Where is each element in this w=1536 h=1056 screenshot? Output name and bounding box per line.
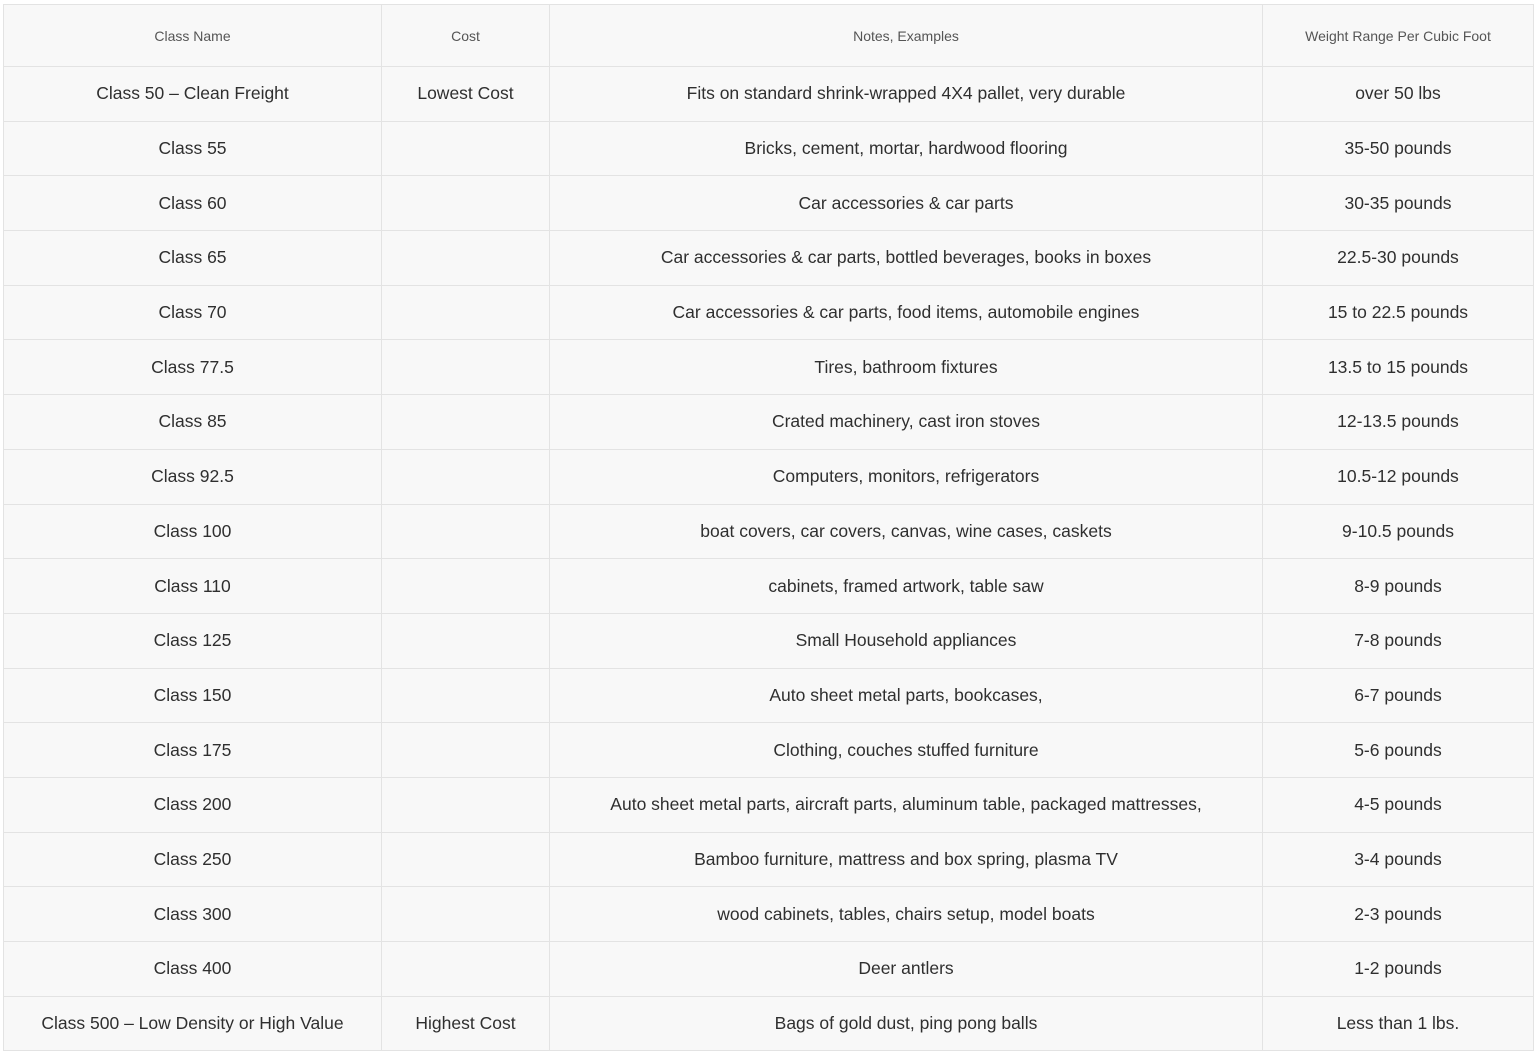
cell-cost <box>382 395 550 450</box>
cell-class-name: Class 55 <box>4 121 382 176</box>
cell-class-name: Class 100 <box>4 504 382 559</box>
table-row <box>4 996 1534 1051</box>
cell-weight-range: 12-13.5 pounds <box>1263 395 1534 450</box>
cell-weight-range: 9-10.5 pounds <box>1263 504 1534 559</box>
cell-weight-range: 35-50 pounds <box>1263 121 1534 176</box>
cell-class-name: Class 92.5 <box>4 449 382 504</box>
cell-notes-examples: Auto sheet metal parts, aircraft parts, aluminum table, packaged mattresses, <box>550 777 1263 832</box>
header-row <box>4 5 1534 67</box>
cell-class-name: Class 110 <box>4 559 382 614</box>
cell-cost <box>382 832 550 887</box>
cell-notes-examples: Tires, bathroom fixtures <box>550 340 1263 395</box>
table-row <box>4 340 1534 395</box>
cell-notes-examples: Bamboo furniture, mattress and box spring, plasma TV <box>550 832 1263 887</box>
cell-weight-range: 15 to 22.5 pounds <box>1263 285 1534 340</box>
cell-weight-range: 13.5 to 15 pounds <box>1263 340 1534 395</box>
cell-weight-range: 5-6 pounds <box>1263 723 1534 778</box>
cell-weight-range: 7-8 pounds <box>1263 613 1534 668</box>
cell-class-name: Class 250 <box>4 832 382 887</box>
cell-notes-examples: Bricks, cement, mortar, hardwood flooring <box>550 121 1263 176</box>
cell-weight-range: over 50 lbs <box>1263 67 1534 122</box>
cell-cost <box>382 668 550 723</box>
cell-class-name: Class 300 <box>4 887 382 942</box>
cell-class-name: Class 125 <box>4 613 382 668</box>
table-row <box>4 504 1534 559</box>
table-row <box>4 777 1534 832</box>
header-class-name: Class Name <box>4 5 382 67</box>
cell-cost <box>382 887 550 942</box>
cell-cost <box>382 723 550 778</box>
cell-cost <box>382 231 550 286</box>
cell-notes-examples: cabinets, framed artwork, table saw <box>550 559 1263 614</box>
cell-cost <box>382 449 550 504</box>
cell-class-name: Class 400 <box>4 942 382 997</box>
cell-class-name: Class 60 <box>4 176 382 231</box>
table-row <box>4 559 1534 614</box>
cell-class-name: Class 70 <box>4 285 382 340</box>
freight-class-table <box>3 4 1534 1051</box>
cell-notes-examples: Deer antlers <box>550 942 1263 997</box>
table-row <box>4 395 1534 450</box>
cell-weight-range: 30-35 pounds <box>1263 176 1534 231</box>
cell-weight-range: 2-3 pounds <box>1263 887 1534 942</box>
table-header <box>4 5 1534 67</box>
cell-weight-range: 6-7 pounds <box>1263 668 1534 723</box>
cell-cost <box>382 559 550 614</box>
cell-weight-range: 10.5-12 pounds <box>1263 449 1534 504</box>
cell-class-name: Class 50 – Clean Freight <box>4 67 382 122</box>
cell-notes-examples: Clothing, couches stuffed furniture <box>550 723 1263 778</box>
cell-notes-examples: Fits on standard shrink-wrapped 4X4 pallet, very durable <box>550 67 1263 122</box>
cell-cost <box>382 613 550 668</box>
cell-cost: Lowest Cost <box>382 67 550 122</box>
cell-cost <box>382 777 550 832</box>
cell-cost <box>382 121 550 176</box>
table-row <box>4 832 1534 887</box>
cell-cost: Highest Cost <box>382 996 550 1051</box>
cell-notes-examples: wood cabinets, tables, chairs setup, model boats <box>550 887 1263 942</box>
cell-notes-examples: Crated machinery, cast iron stoves <box>550 395 1263 450</box>
table-row <box>4 176 1534 231</box>
cell-class-name: Class 77.5 <box>4 340 382 395</box>
cell-weight-range: Less than 1 lbs. <box>1263 996 1534 1051</box>
cell-class-name: Class 175 <box>4 723 382 778</box>
cell-class-name: Class 65 <box>4 231 382 286</box>
table-row <box>4 668 1534 723</box>
cell-cost <box>382 504 550 559</box>
cell-cost <box>382 285 550 340</box>
cell-notes-examples: Bags of gold dust, ping pong balls <box>550 996 1263 1051</box>
table-body <box>4 67 1534 1051</box>
cell-cost <box>382 340 550 395</box>
header-weight-range: Weight Range Per Cubic Foot <box>1263 5 1534 67</box>
cell-notes-examples: Car accessories & car parts, food items, automobile engines <box>550 285 1263 340</box>
cell-notes-examples: Car accessories & car parts, bottled beverages, books in boxes <box>550 231 1263 286</box>
cell-class-name: Class 200 <box>4 777 382 832</box>
cell-weight-range: 1-2 pounds <box>1263 942 1534 997</box>
cell-weight-range: 3-4 pounds <box>1263 832 1534 887</box>
table-row <box>4 285 1534 340</box>
table-row <box>4 887 1534 942</box>
table-row <box>4 942 1534 997</box>
cell-class-name: Class 500 – Low Density or High Value <box>4 996 382 1051</box>
cell-cost <box>382 176 550 231</box>
header-cost: Cost <box>382 5 550 67</box>
cell-notes-examples: Computers, monitors, refrigerators <box>550 449 1263 504</box>
cell-weight-range: 4-5 pounds <box>1263 777 1534 832</box>
cell-weight-range: 8-9 pounds <box>1263 559 1534 614</box>
cell-notes-examples: Small Household appliances <box>550 613 1263 668</box>
table-row <box>4 121 1534 176</box>
cell-notes-examples: boat covers, car covers, canvas, wine cases, caskets <box>550 504 1263 559</box>
cell-class-name: Class 85 <box>4 395 382 450</box>
cell-weight-range: 22.5-30 pounds <box>1263 231 1534 286</box>
table-row <box>4 613 1534 668</box>
cell-notes-examples: Auto sheet metal parts, bookcases, <box>550 668 1263 723</box>
table-row <box>4 67 1534 122</box>
table-row <box>4 231 1534 286</box>
table-row <box>4 723 1534 778</box>
cell-class-name: Class 150 <box>4 668 382 723</box>
table-row <box>4 449 1534 504</box>
cell-cost <box>382 942 550 997</box>
cell-notes-examples: Car accessories & car parts <box>550 176 1263 231</box>
header-notes-examples: Notes, Examples <box>550 5 1263 67</box>
freight-class-table-container <box>3 4 1533 1051</box>
